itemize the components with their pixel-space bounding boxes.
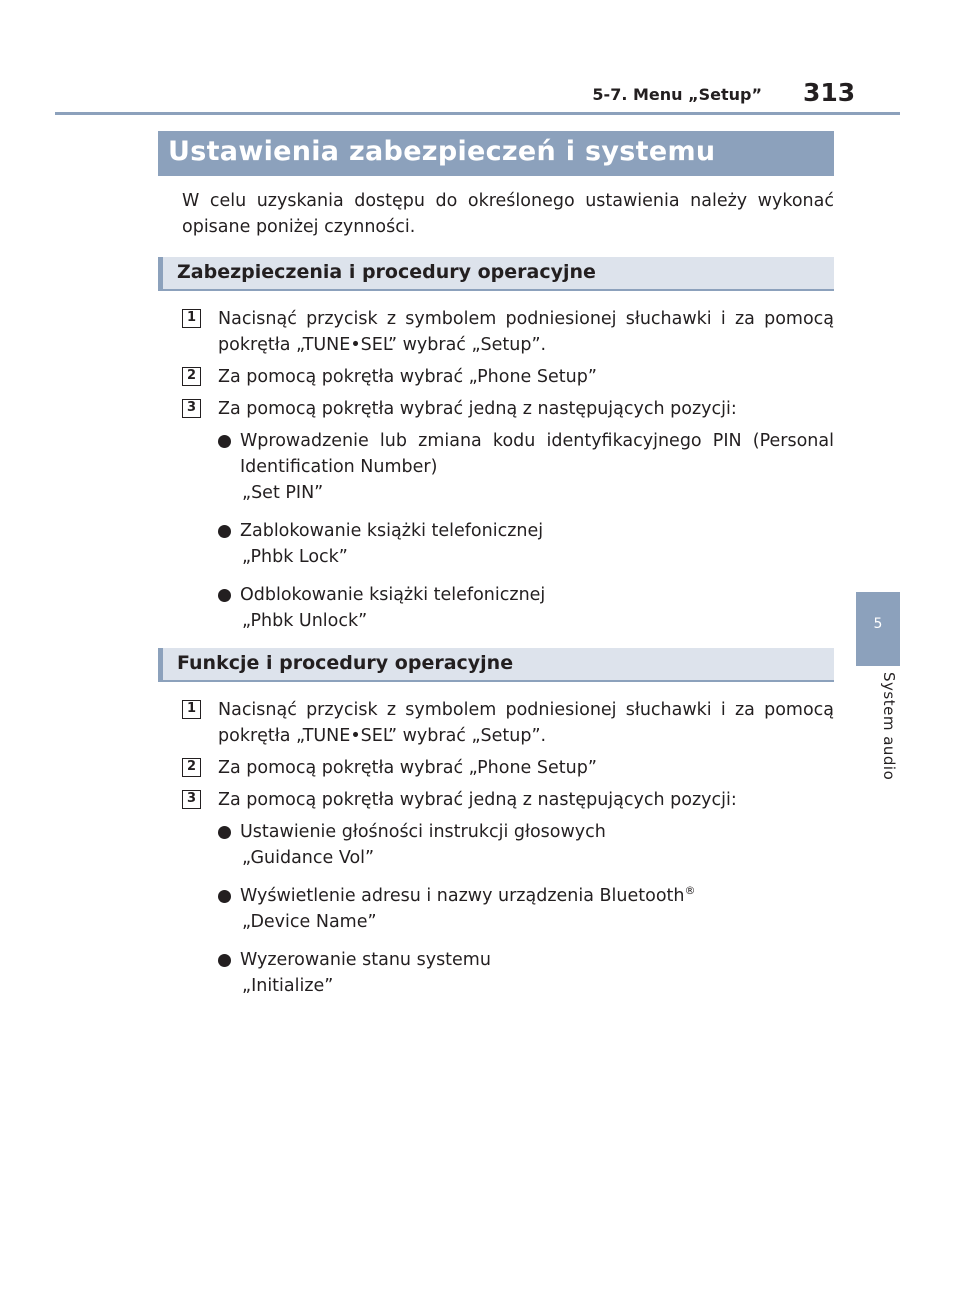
option-value: „Phbk Lock” — [242, 547, 348, 567]
option-value: „Set PIN” — [242, 483, 324, 503]
option-value: „Guidance Vol” — [242, 848, 375, 868]
step-number: 3 — [182, 399, 201, 418]
chapter-tab — [856, 592, 900, 666]
chapter-label: System audio — [880, 672, 898, 781]
option-value: „Device Name” — [242, 912, 377, 932]
section-heading-functions — [158, 648, 834, 682]
step-number: 2 — [182, 758, 201, 777]
page-number: 313 — [803, 78, 856, 107]
step-text: Nacisnąć przycisk z symbolem podniesionej słuchawki i za pomocą pokrętła „TUNE•SEL” wybrać „Setup”. — [218, 700, 834, 746]
option-text: Wyświetlenie adresu i nazwy urządzenia Bluetooth — [240, 886, 685, 906]
step-text: Nacisnąć przycisk z symbolem podniesionej słuchawki i za pomocą pokrętła „TUNE•SEL” wybrać „Setup”. — [218, 309, 834, 355]
step-text: Za pomocą pokrętła wybrać „Phone Setup” — [218, 758, 597, 778]
bullet-icon — [218, 890, 231, 903]
bullet-icon — [218, 826, 231, 839]
step-text: Za pomocą pokrętła wybrać jedną z następujących pozycji: — [218, 399, 737, 419]
step-number: 1 — [182, 700, 201, 719]
option-value: „Phbk Unlock” — [242, 611, 368, 631]
bullet-icon — [218, 954, 231, 967]
bullet-icon — [218, 589, 231, 602]
section-label: 5-7. Menu „Setup” — [592, 85, 762, 104]
page-header — [0, 0, 960, 118]
intro-paragraph: W celu uzyskania dostępu do określonego ustawienia należy wykonać opisane poniżej czynności. — [182, 191, 834, 237]
step-number: 3 — [182, 790, 201, 809]
header-rule — [55, 112, 900, 115]
bullet-icon — [218, 525, 231, 538]
step-number: 2 — [182, 367, 201, 386]
step-text: Za pomocą pokrętła wybrać jedną z następujących pozycji: — [218, 790, 737, 810]
section-heading-security — [158, 257, 834, 291]
section-heading-text: Funkcje i procedury operacyjne — [177, 652, 514, 674]
registered-mark: ® — [684, 884, 696, 898]
option-text: Zablokowanie książki telefonicznej — [240, 521, 544, 541]
option-value: „Initialize” — [242, 976, 334, 996]
page-title-bar — [158, 131, 834, 176]
page-title: Ustawienia zabezpieczeń i systemu — [168, 136, 716, 167]
step-text: Za pomocą pokrętła wybrać „Phone Setup” — [218, 367, 597, 387]
option-text: Ustawienie głośności instrukcji głosowych — [240, 822, 606, 842]
section-heading-text: Zabezpieczenia i procedury operacyjne — [177, 261, 596, 283]
step-number: 1 — [182, 309, 201, 328]
bullet-icon — [218, 435, 231, 448]
option-text: Odblokowanie książki telefonicznej — [240, 585, 546, 605]
option-text: Wprowadzenie lub zmiana kodu identyfikacyjnego PIN (Personal Identification Number) — [240, 431, 834, 477]
option-text: Wyzerowanie stanu systemu — [240, 950, 491, 970]
chapter-number: 5 — [873, 616, 883, 632]
